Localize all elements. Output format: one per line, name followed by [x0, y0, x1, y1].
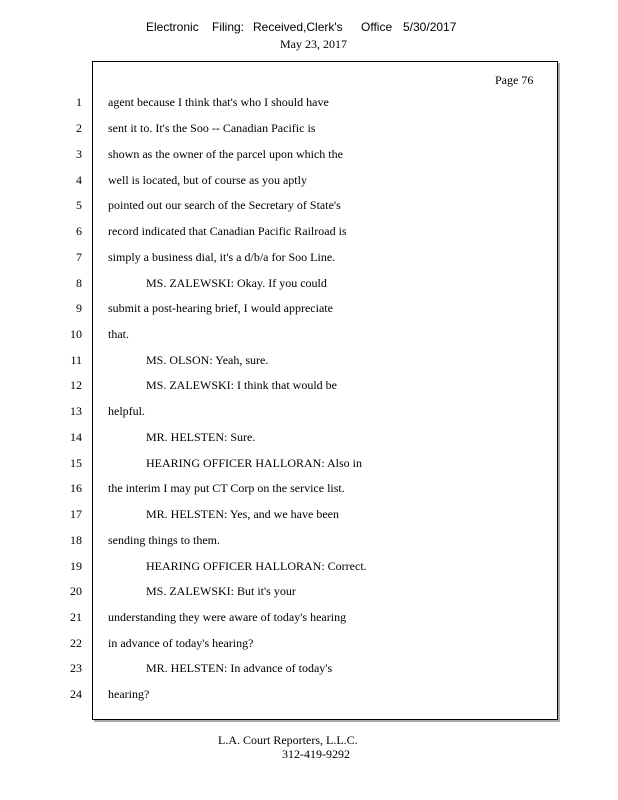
transcript-line: [0, 376, 618, 394]
line-number: 11: [70, 353, 82, 367]
line-number: 13: [70, 404, 82, 418]
line-text: the interim I may put CT Corp on the service list.: [108, 481, 345, 495]
transcript-line: [0, 222, 618, 240]
line-number: 14: [70, 430, 82, 444]
line-text: in advance of today's hearing?: [108, 636, 254, 650]
transcript-line: [0, 171, 618, 189]
transcript-line: [0, 274, 618, 292]
transcript-date: May 23, 2017: [280, 37, 347, 51]
line-number: 12: [70, 378, 82, 392]
line-number: 1: [76, 95, 82, 109]
line-number: 2: [76, 121, 82, 135]
electronic-filing-header: [0, 20, 618, 38]
line-text: shown as the owner of the parcel upon which the: [108, 147, 343, 161]
transcript-line: [0, 582, 618, 600]
filing-date: 5/30/2017: [403, 20, 457, 34]
filing-label-received-clerks: Received,Clerk's: [253, 20, 343, 34]
line-text: pointed out our search of the Secretary of State's: [108, 198, 341, 212]
line-number: 16: [70, 481, 82, 495]
transcript-line: [0, 685, 618, 703]
line-number: 10: [70, 327, 82, 341]
filing-label-filing: Filing:: [212, 20, 245, 34]
line-number: 8: [76, 276, 82, 290]
transcript-line: [0, 299, 618, 317]
transcript-line: [0, 634, 618, 652]
transcript-line: [0, 93, 618, 111]
transcript-line: [0, 557, 618, 575]
line-text: hearing?: [108, 687, 150, 701]
transcript-line: [0, 608, 618, 626]
transcript-line: [0, 196, 618, 214]
line-text: helpful.: [108, 404, 145, 418]
line-number: 18: [70, 533, 82, 547]
line-text: sending things to them.: [108, 533, 220, 547]
page-number: Page 76: [495, 73, 534, 87]
transcript-line: [0, 531, 618, 549]
transcript-line: [0, 659, 618, 677]
transcript-line: [0, 479, 618, 497]
court-reporter-company: L.A. Court Reporters, L.L.C.: [218, 733, 358, 747]
transcript-line: [0, 145, 618, 163]
line-number: 24: [70, 687, 82, 701]
line-text: sent it to. It's the Soo -- Canadian Pacific is: [108, 121, 316, 135]
line-number: 4: [76, 173, 82, 187]
line-text: MR. HELSTEN: Sure.: [146, 430, 256, 444]
line-number: 22: [70, 636, 82, 650]
transcript-line: [0, 402, 618, 420]
line-text: well is located, but of course as you aptly: [108, 173, 307, 187]
line-text: MS. OLSON: Yeah, sure.: [146, 353, 269, 367]
filing-label-electronic: Electronic: [146, 20, 199, 34]
line-text: MS. ZALEWSKI: Okay. If you could: [146, 276, 327, 290]
line-number: 3: [76, 147, 82, 161]
transcript-line: [0, 505, 618, 523]
filing-label-office: Office: [361, 20, 393, 34]
line-text: understanding they were aware of today's hearing: [108, 610, 347, 624]
line-number: 17: [70, 507, 82, 521]
line-text: MS. ZALEWSKI: But it's your: [146, 584, 296, 598]
line-number: 6: [76, 224, 82, 238]
line-text: MR. HELSTEN: Yes, and we have been: [146, 507, 339, 521]
line-text: HEARING OFFICER HALLORAN: Also in: [146, 456, 363, 470]
transcript-line: [0, 325, 618, 343]
transcript-line: [0, 351, 618, 369]
transcript-line: [0, 428, 618, 446]
line-number: 5: [76, 198, 82, 212]
line-text: that.: [108, 327, 129, 341]
line-text: agent because I think that's who I should have: [108, 95, 329, 109]
line-number: 7: [76, 250, 82, 264]
line-text: record indicated that Canadian Pacific Railroad is: [108, 224, 347, 238]
transcript-line: [0, 454, 618, 472]
line-number: 19: [70, 559, 82, 573]
line-number: 23: [70, 661, 82, 675]
line-text: MS. ZALEWSKI: I think that would be: [146, 378, 337, 392]
line-text: HEARING OFFICER HALLORAN: Correct.: [146, 559, 367, 573]
transcript-line: [0, 119, 618, 137]
line-number: 20: [70, 584, 82, 598]
court-reporter-phone: 312-419-9292: [282, 747, 350, 761]
transcript-line: [0, 248, 618, 266]
line-text: MR. HELSTEN: In advance of today's: [146, 661, 333, 675]
line-text: submit a post-hearing brief, I would appreciate: [108, 301, 333, 315]
line-number: 21: [70, 610, 82, 624]
line-number: 9: [76, 301, 82, 315]
line-text: simply a business dial, it's a d/b/a for Soo Line.: [108, 250, 336, 264]
line-number: 15: [70, 456, 82, 470]
